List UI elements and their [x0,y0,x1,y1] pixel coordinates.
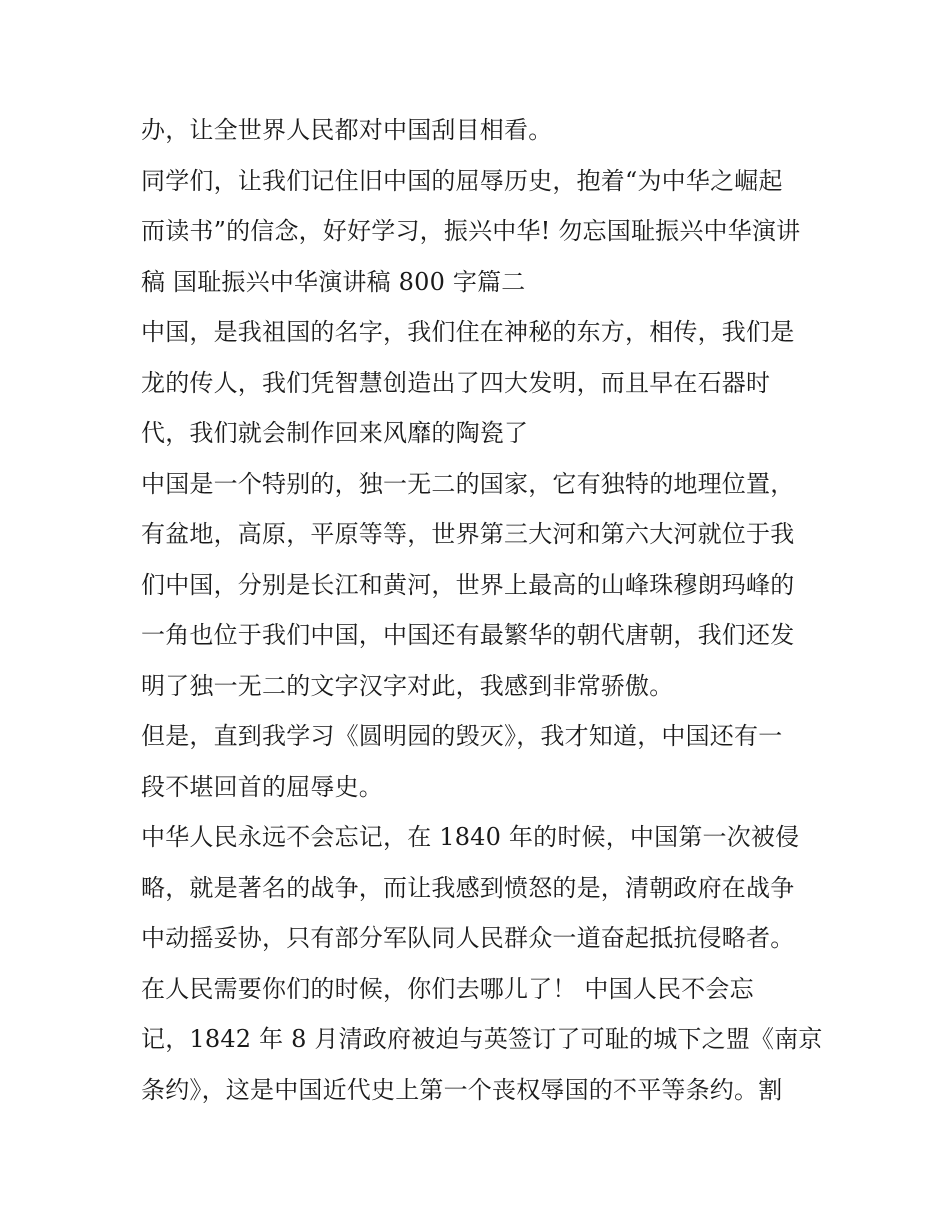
text-line: 中国，是我祖国的名字，我们住在神秘的东方，相传，我们是 [141,318,795,346]
text-line: 但是，直到我学习《圆明园的毁灭》，我才知道，中国还有一 [141,722,783,750]
text-line: 段不堪回首的屈辱史。 [141,772,383,801]
text-line: 代，我们就会制作回来风靡的陶瓷了 [141,419,529,447]
text-line: 中国是一个特别的，独一无二的国家，它有独特的地理位置， [141,469,795,498]
text-line: 略，就是著名的战争，而让我感到愤怒的是，清朝政府在战争 [141,873,795,902]
document-body [141,105,841,1115]
text-line: 一角也位于我们中国，中国还有最繁华的朝代唐朝，我们还发 [141,621,795,649]
text-line: 而读书”的信念，好好学习，振兴中华! 勿忘国耻振兴中华演讲 [141,217,801,245]
text-line: 记，1842 年 8 月清政府被迫与英签订了可耻的城下之盟《南京 [141,1025,823,1053]
text-line: 有盆地，高原，平原等等，世界第三大河和第六大河就位于我 [141,520,795,548]
text-line: 在人民需要你们的时候，你们去哪儿了！ 中国人民不会忘 [141,974,754,1003]
text-line: 们中国，分别是长江和黄河，世界上最高的山峰珠穆朗玛峰的 [141,570,795,599]
text-line: 条约》，这是中国近代史上第一个丧权辱国的不平等条约。割 [141,1075,783,1104]
text-line: 办，让全世界人民都对中国刮目相看。 [141,116,553,144]
text-line: 同学们，让我们记住旧中国的屈辱历史，抱着“为中华之崛起 [141,166,783,195]
text-line: 中动摇妥协，只有部分军队同人民群众一道奋起抵抗侵略者。 [141,924,795,952]
text-line: 龙的传人，我们凭智慧创造出了四大发明，而且早在石器时 [141,368,771,397]
text-line: 稿 国耻振兴中华演讲稿 800 字篇二 [141,267,526,296]
text-line: 明了独一无二的文字汉字对此，我感到非常骄傲。 [141,671,674,700]
text-line: 中华人民永远不会忘记，在 1840 年的时候，中国第一次被侵 [141,823,800,851]
